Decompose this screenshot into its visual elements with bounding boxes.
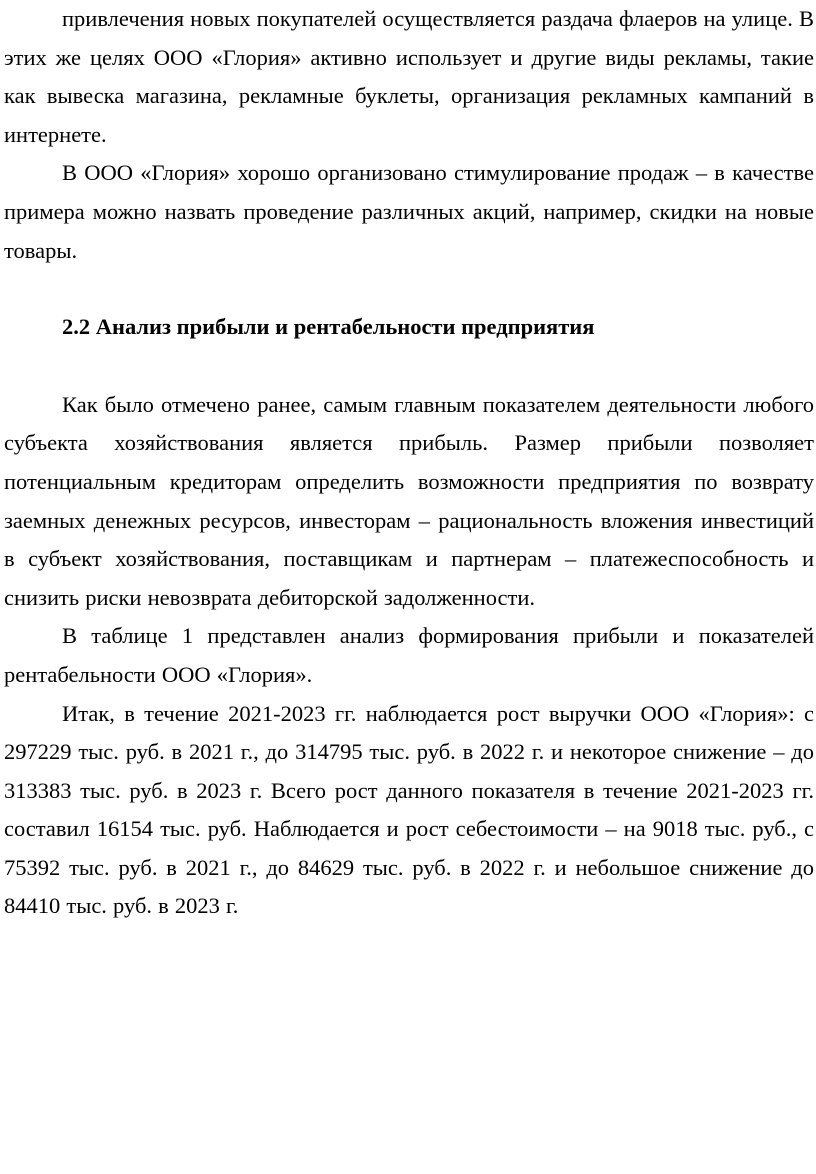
- document-page: [4, 0, 814, 926]
- section-heading: 2.2 Анализ прибыли и рентабельности предприятия: [62, 314, 595, 340]
- paragraph-sales-promotion: В ООО «Глория» хорошо организовано стимулирование продаж – в качестве примера можно назвать проведение различных акций, например, скидки на новые товары.: [4, 160, 814, 263]
- paragraph-profit-importance: Как было отмечено ранее, самым главным показателем деятельности любого субъекта хозяйствования является прибыль. Размер прибыли позволяет потенциальным кредиторам определить возможности предприятия по возврату заемных денежных ресурсов, инвесторам – рациональность вложения инвестиций в субъект хозяйствования, поставщикам и партнерам – платежеспособность и снизить риски невозврата дебиторской задолженности.: [4, 391, 814, 610]
- spacer: [4, 270, 814, 308]
- paragraph-table-reference: В таблице 1 представлен анализ формирования прибыли и показателей рентабельности ООО «Глория».: [4, 623, 814, 687]
- paragraph-revenue-analysis: Итак, в течение 2021-2023 гг. наблюдается рост выручки ООО «Глория»: с 297229 тыс. руб. в 2021 г., до 314795 тыс. руб. в 2022 г. и некоторое снижение – до 313383 тыс. руб. в 2023 г. Всего рост данного показателя в течение 2021-2023 гг. составил 16154 тыс. руб. Наблюдается и рост себестоимости – на 9018 тыс. руб., с 75392 тыс. руб. в 2021 г., до 84629 тыс. руб. в 2022 г. и небольшое снижение до 84410 тыс. руб. в 2023 г.: [4, 700, 814, 919]
- paragraph-continued-from-previous-page: привлечения новых покупателей осуществляется раздача флаеров на улице. В этих же целях ООО «Глория» активно использует и другие виды рекламы, такие как вывеска магазина, рекламные буклеты, организация рекламных кампаний в интернете.: [4, 6, 814, 147]
- spacer: [4, 347, 814, 386]
